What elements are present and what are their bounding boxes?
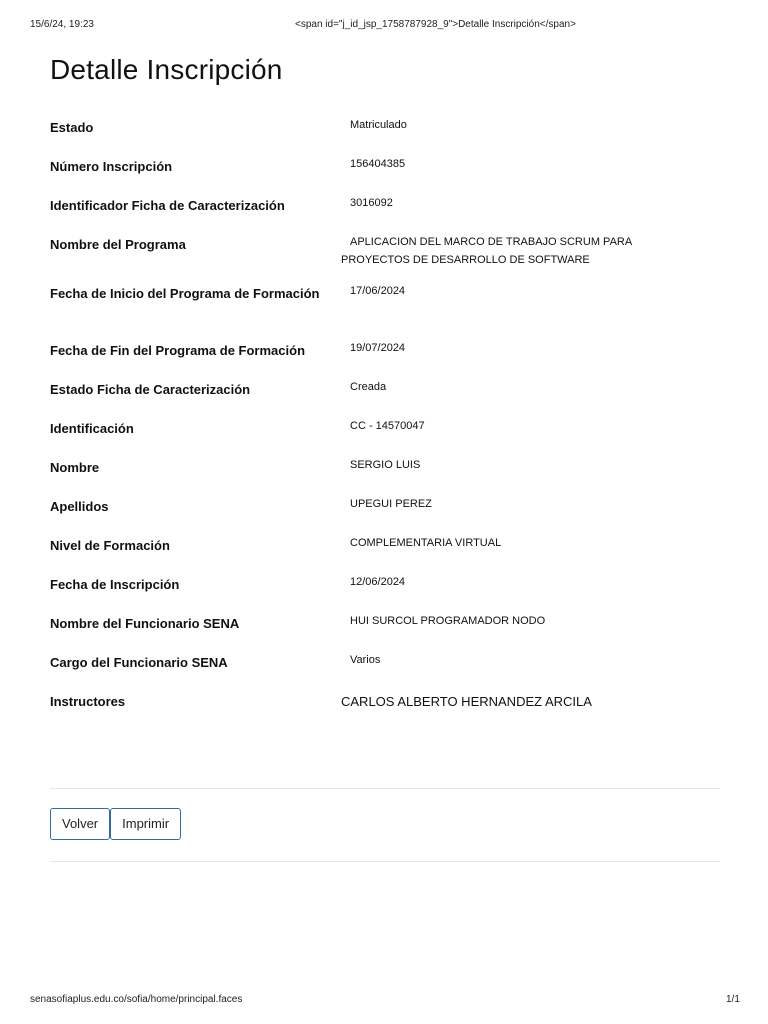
field-label: Nombre del Programa	[50, 237, 186, 252]
field-value: 17/06/2024	[350, 285, 406, 297]
field-value: 3016092	[350, 197, 393, 209]
field-value: COMPLEMENTARIA VIRTUAL	[350, 537, 502, 549]
field-row-nivel-formacion	[50, 534, 720, 573]
field-label: Instructores	[50, 694, 126, 709]
field-value: UPEGUI PEREZ	[350, 498, 432, 510]
field-value: 19/07/2024	[350, 342, 406, 354]
divider	[50, 861, 720, 862]
page-title: Detalle Inscripción	[50, 54, 283, 85]
field-value: CC - 14570047	[350, 420, 425, 432]
field-label: Nivel de Formación	[50, 538, 170, 553]
field-value: HUI SURCOL PROGRAMADOR NODO	[350, 615, 546, 627]
print-page-number: 1/1	[726, 994, 740, 1005]
field-label: Estado Ficha de Caracterización	[50, 382, 251, 397]
field-value: APLICACION DEL MARCO DE TRABAJO SCRUM PARA PROYECTOS DE DESARROLLO DE SOFTWARE	[341, 236, 632, 266]
field-label: Fecha de Inicio del Programa de Formación	[50, 286, 320, 301]
field-value: Creada	[350, 381, 387, 393]
enrollment-details	[50, 116, 720, 729]
field-row-nombre-funcionario	[50, 612, 720, 651]
volver-button[interactable]: Volver	[50, 808, 110, 840]
field-label: Nombre del Funcionario SENA	[50, 616, 240, 631]
print-date: 15/6/24, 19:23	[30, 19, 94, 30]
field-label: Fecha de Inscripción	[50, 577, 180, 592]
field-label: Fecha de Fin del Programa de Formación	[50, 343, 306, 358]
field-value: Varios	[350, 654, 381, 666]
field-row-nombre	[50, 456, 720, 495]
field-row-cargo-funcionario	[50, 651, 720, 690]
field-label: Estado	[50, 120, 94, 135]
action-bar	[50, 808, 181, 840]
field-value: SERGIO LUIS	[350, 459, 421, 471]
field-value: CARLOS ALBERTO HERNANDEZ ARCILA	[341, 694, 592, 709]
field-row-estado-ficha	[50, 378, 720, 417]
field-label: Número Inscripción	[50, 159, 173, 174]
field-row-fecha-fin	[50, 339, 720, 378]
field-value: Matriculado	[350, 119, 407, 131]
field-row-identificacion	[50, 417, 720, 456]
field-row-apellidos	[50, 495, 720, 534]
field-row-identificador-ficha	[50, 194, 720, 233]
field-label: Identificador Ficha de Caracterización	[50, 198, 285, 213]
field-row-nombre-programa	[50, 233, 720, 282]
imprimir-button[interactable]: Imprimir	[110, 808, 181, 840]
field-label: Identificación	[50, 421, 134, 436]
field-label: Nombre	[50, 460, 100, 475]
print-doc-title: <span id="j_id_jsp_1758787928_9">Detalle Inscripción</span>	[295, 19, 576, 30]
field-row-instructores	[50, 690, 720, 729]
field-label: Apellidos	[50, 499, 109, 514]
field-row-fecha-inscripcion	[50, 573, 720, 612]
print-url: senasofiaplus.edu.co/sofia/home/principal.faces	[30, 994, 243, 1005]
divider	[50, 788, 720, 789]
field-label: Cargo del Funcionario SENA	[50, 655, 228, 670]
field-row-fecha-inicio	[50, 282, 720, 339]
field-row-estado	[50, 116, 720, 155]
field-row-numero-inscripcion	[50, 155, 720, 194]
field-value: 12/06/2024	[350, 576, 406, 588]
field-value: 156404385	[350, 158, 406, 170]
